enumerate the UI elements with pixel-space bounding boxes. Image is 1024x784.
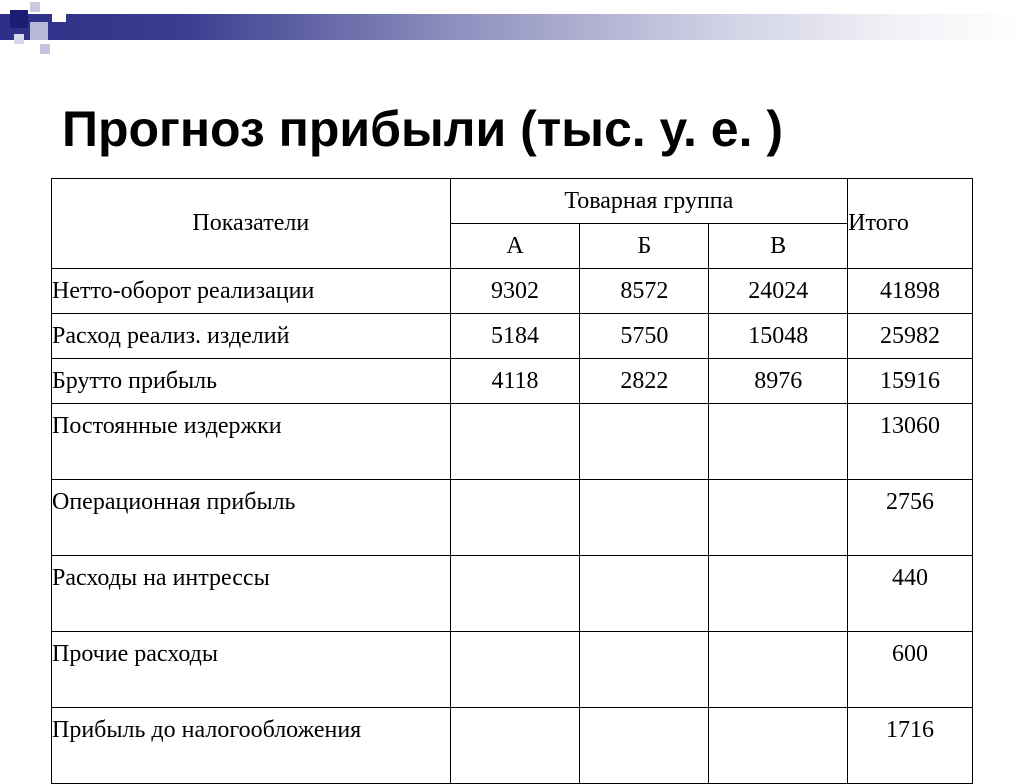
cell-group-c: 24024: [709, 269, 848, 314]
row-label: Нетто-оборот реализации: [52, 269, 451, 314]
cell-group-a: 9302: [450, 269, 580, 314]
table-row: [52, 480, 973, 556]
decor-square: [10, 10, 28, 28]
cell-group-b: 5750: [580, 314, 709, 359]
table-row: [52, 556, 973, 632]
row-label: Прибыль до налогообложения: [52, 708, 451, 784]
cell-group-b: 8572: [580, 269, 709, 314]
header-indicators: Показатели: [52, 179, 451, 269]
decor-square: [30, 2, 40, 12]
row-label: Брутто прибыль: [52, 359, 451, 404]
cell-group-a: [450, 404, 580, 480]
header-group-c: В: [709, 224, 848, 269]
cell-group-a: [450, 708, 580, 784]
row-label: Операционная прибыль: [52, 480, 451, 556]
cell-group-b: 2822: [580, 359, 709, 404]
row-label: Прочие расходы: [52, 632, 451, 708]
cell-group-c: [709, 480, 848, 556]
cell-group-b: [580, 632, 709, 708]
cell-total: 15916: [848, 359, 973, 404]
cell-group-a: [450, 632, 580, 708]
row-label: Расход реализ. изделий: [52, 314, 451, 359]
cell-group-c: [709, 632, 848, 708]
table-row: [52, 359, 973, 404]
cell-group-a: 5184: [450, 314, 580, 359]
table-row: [52, 269, 973, 314]
cell-group-b: [580, 404, 709, 480]
cell-group-c: 8976: [709, 359, 848, 404]
table-row: [52, 314, 973, 359]
decor-square: [30, 22, 48, 40]
cell-group-a: 4118: [450, 359, 580, 404]
cell-group-b: [580, 480, 709, 556]
decor-square: [52, 8, 66, 22]
profit-forecast-table: [51, 178, 973, 784]
cell-total: 440: [848, 556, 973, 632]
header-product-group: Товарная группа: [450, 179, 848, 224]
cell-total: 1716: [848, 708, 973, 784]
cell-group-c: [709, 556, 848, 632]
cell-total: 13060: [848, 404, 973, 480]
cell-total: 2756: [848, 480, 973, 556]
cell-group-a: [450, 480, 580, 556]
header-total: Итого: [848, 179, 973, 269]
cell-total: 25982: [848, 314, 973, 359]
cell-group-c: 15048: [709, 314, 848, 359]
cell-total: 600: [848, 632, 973, 708]
cell-group-b: [580, 708, 709, 784]
row-label: Постоянные издержки: [52, 404, 451, 480]
header-decoration-bar: [0, 14, 1024, 40]
cell-group-c: [709, 708, 848, 784]
cell-group-b: [580, 556, 709, 632]
decor-square: [40, 44, 50, 54]
row-label: Расходы на интрессы: [52, 556, 451, 632]
cell-total: 41898: [848, 269, 973, 314]
decor-square: [14, 34, 24, 44]
table-row: [52, 708, 973, 784]
slide-title: Прогноз прибыли (тыс. у. е. ): [62, 101, 783, 157]
table-row: [52, 404, 973, 480]
table-row: [52, 632, 973, 708]
header-group-a: А: [450, 224, 580, 269]
header-group-b: Б: [580, 224, 709, 269]
cell-group-c: [709, 404, 848, 480]
cell-group-a: [450, 556, 580, 632]
